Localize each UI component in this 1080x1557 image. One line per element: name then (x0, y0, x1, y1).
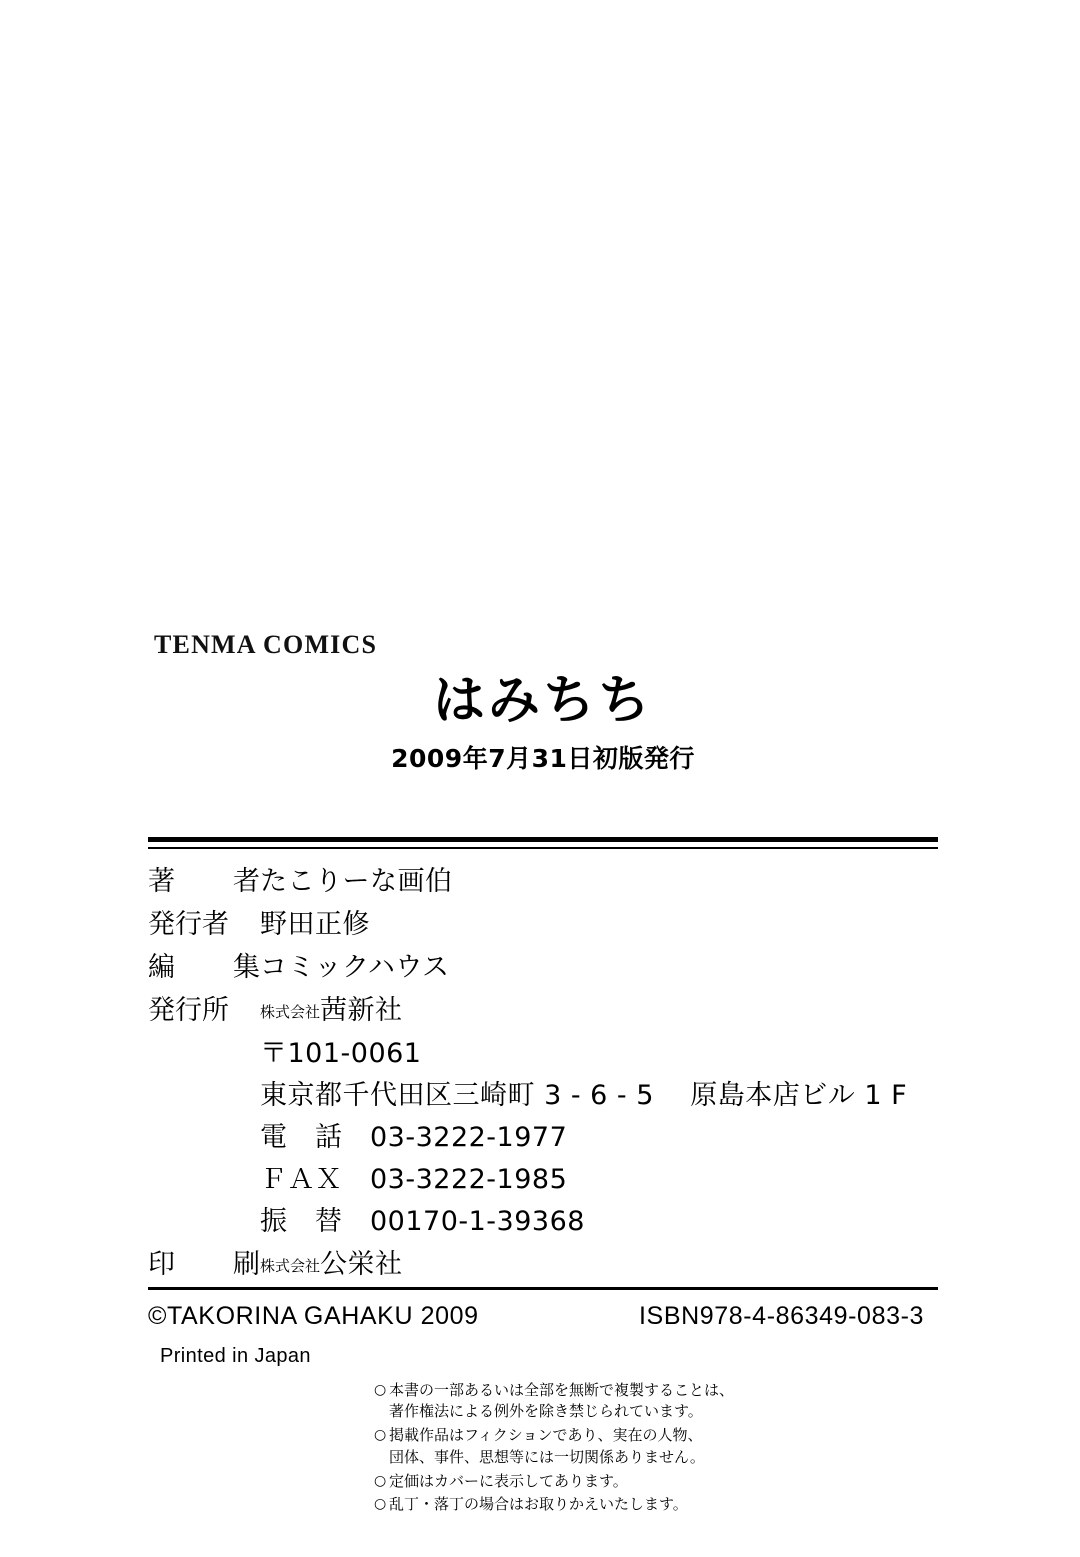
address-line-street: 東京都千代田区三崎町 3 - 6 - 5 原島本店ビル 1 F (260, 1079, 908, 1111)
credit-value-author: たこりーな画伯 (260, 865, 453, 897)
address-line-postal: 〒101-0061 (260, 1037, 422, 1069)
notice-text (389, 1425, 794, 1469)
credit-label-editor-a: 編 (148, 951, 175, 983)
credit-value-publisher-person: 野田正修 (260, 908, 370, 940)
credit-label-editor (148, 945, 260, 984)
credit-label-printer-a: 印 (148, 1248, 175, 1280)
credit-label-publisher-company (148, 988, 260, 1027)
credit-label-printer (148, 1242, 260, 1281)
divider-thin-top (148, 847, 938, 849)
printer-prefix: 株式会社 (260, 1256, 321, 1275)
notices-block (374, 1380, 794, 1517)
notice-line: 掲載作品はフィクションであり、実在の人物、 (389, 1426, 703, 1445)
notice-item (374, 1471, 794, 1493)
credit-label-publisher-person (148, 902, 260, 941)
notice-text (389, 1380, 794, 1424)
notice-item (374, 1380, 794, 1424)
credit-label-printer-b: 刷 (233, 1248, 260, 1280)
notice-line: 著作権法による例外を除き禁じられています。 (389, 1402, 703, 1421)
credit-label-author-a: 著 (148, 865, 175, 897)
credit-value-editor: コミックハウス (260, 951, 450, 983)
credits-list (148, 859, 938, 1281)
notice-line: 乱丁・落丁の場合はお取りかえいたします。 (389, 1495, 688, 1514)
notice-bullet-icon: ○ (374, 1427, 387, 1444)
credit-row-publisher-person (148, 902, 938, 941)
colophon-block (148, 630, 938, 1514)
credit-value-publisher-company (260, 988, 403, 1027)
credit-value-printer (260, 1242, 403, 1281)
divider-thick-top (148, 837, 938, 842)
copyright-text: ©TAKORINA GAHAKU 2009 (148, 1301, 479, 1330)
address-line-phone: 電 話 03-3222-1977 (260, 1121, 568, 1153)
notice-line: 団体、事件、思想等には一切関係ありません。 (389, 1447, 705, 1466)
isbn-text: ISBN978-4-86349-083-3 (639, 1301, 924, 1330)
imprint-label: TENMA COMICS (154, 630, 378, 659)
publication-date: 2009年7月31日初版発行 (391, 743, 695, 773)
notice-bullet-icon: ○ (374, 1381, 387, 1398)
publisher-company-name: 茜新社 (320, 994, 403, 1026)
title-block (148, 671, 938, 775)
book-title: はみちち (432, 671, 653, 731)
credit-row-editor (148, 945, 938, 984)
credit-label-publisher-person-a: 発行者 (148, 908, 229, 940)
credit-label-publisher-company-a: 発行所 (148, 994, 229, 1026)
credit-row-printer (148, 1242, 938, 1281)
notice-item (374, 1494, 794, 1516)
credit-label-author-b: 者 (233, 865, 260, 897)
notice-bullet-icon: ○ (374, 1472, 387, 1489)
notice-text (389, 1494, 794, 1516)
notice-text (389, 1471, 794, 1493)
publisher-company-prefix: 株式会社 (260, 1002, 321, 1021)
divider-bottom (148, 1287, 938, 1290)
printed-in-japan: Printed in Japan (160, 1344, 311, 1367)
credit-label-editor-b: 集 (233, 951, 260, 983)
printer-name: 公栄社 (320, 1248, 403, 1280)
credit-row-publisher-company (148, 988, 938, 1027)
notice-line: 定価はカバーに表示してあります。 (389, 1471, 628, 1490)
footer-row (148, 1302, 938, 1331)
address-line-fax: ＦＡＸ 03-3222-1985 (260, 1163, 568, 1195)
notice-line: 本書の一部あるいは全部を無断で複製することは、 (389, 1380, 735, 1399)
notice-item (374, 1425, 794, 1469)
notice-bullet-icon: ○ (374, 1496, 387, 1513)
address-line-furikae: 振 替 00170-1-39368 (260, 1205, 585, 1237)
credit-label-author (148, 859, 260, 898)
credit-row-author (148, 859, 938, 898)
